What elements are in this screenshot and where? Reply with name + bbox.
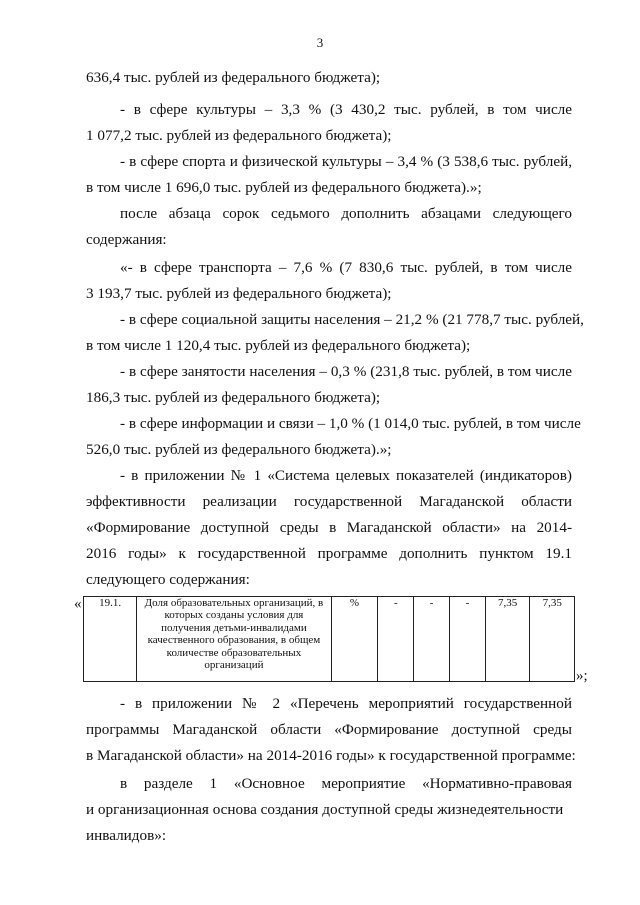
text-line: «Формирование доступной среды в Магаданской области» на 2014- xyxy=(86,519,572,536)
text-line: в разделе 1 «Основное мероприятие «Нормативно-правовая xyxy=(120,775,572,792)
text-line: после абзаца сорок седьмого дополнить абзацами следующего xyxy=(120,205,572,222)
text-line: следующего содержания: xyxy=(86,571,250,588)
text-line: инвалидов»: xyxy=(86,827,167,844)
text-line: «- в сфере транспорта – 7,6 % (7 830,6 тыс. рублей, в том числе xyxy=(120,259,572,276)
text-line: содержания: xyxy=(86,231,167,248)
indicator-table-block xyxy=(74,596,594,686)
table-close-quote: »; xyxy=(576,668,588,684)
text-line: 3 193,7 тыс. рублей из федерального бюджета); xyxy=(86,285,392,302)
text-line: в Магаданской области» на 2014-2016 годы» к государственной программе: xyxy=(86,747,576,764)
text-line: - в сфере информации и связи – 1,0 % (1 014,0 тыс. рублей, в том числе xyxy=(120,415,581,432)
text-line: 1 077,2 тыс. рублей из федерального бюджета); xyxy=(86,127,392,144)
row-number: 19.1. xyxy=(84,597,137,682)
text-line: в том числе 1 696,0 тыс. рублей из федерального бюджета).»; xyxy=(86,179,482,196)
indicator-table xyxy=(83,596,575,682)
value-cell: - xyxy=(414,597,450,682)
text-line: - в сфере спорта и физической культуры – 3,4 % (3 538,6 тыс. рублей, xyxy=(120,153,572,170)
value-cell: 7,35 xyxy=(485,597,530,682)
text-line: 2016 годы» к государственной программе дополнить пунктом 19.1 xyxy=(86,545,572,562)
text-line: программы Магаданской области «Формирование доступной среды xyxy=(86,721,572,738)
unit-cell: % xyxy=(331,597,378,682)
text-line: - в сфере культуры – 3,3 % (3 430,2 тыс. рублей, в том числе xyxy=(120,101,572,118)
text-line: в том числе 1 120,4 тыс. рублей из федерального бюджета); xyxy=(86,337,471,354)
table-open-quote: « xyxy=(74,596,82,612)
text-line: - в сфере социальной защиты населения – 21,2 % (21 778,7 тыс. рублей, xyxy=(120,311,584,328)
value-cell: - xyxy=(450,597,486,682)
text-line: и организационная основа создания доступной среды жизнедеятельности xyxy=(86,801,564,818)
text-line: 526,0 тыс. рублей из федерального бюджета).»; xyxy=(86,441,392,458)
page-number: 3 xyxy=(316,35,324,50)
text-line: - в приложении № 2 «Перечень мероприятий государственной xyxy=(120,695,572,712)
text-line: - в сфере занятости населения – 0,3 % (231,8 тыс. рублей, в том числе xyxy=(120,363,572,380)
text-line: 636,4 тыс. рублей из федерального бюджета); xyxy=(86,69,381,86)
indicator-name: Доля образовательных организаций, в которых созданы условия для получения детьми-инвалидами качественного образования, в общем количестве образовательных организаций xyxy=(137,597,331,682)
table-row xyxy=(84,597,575,682)
value-cell: 7,35 xyxy=(530,597,575,682)
text-line: 186,3 тыс. рублей из федерального бюджета); xyxy=(86,389,381,406)
value-cell: - xyxy=(378,597,414,682)
text-line: эффективности реализации государственной Магаданской области xyxy=(86,493,572,510)
text-line: - в приложении № 1 «Система целевых показателей (индикаторов) xyxy=(120,467,572,484)
